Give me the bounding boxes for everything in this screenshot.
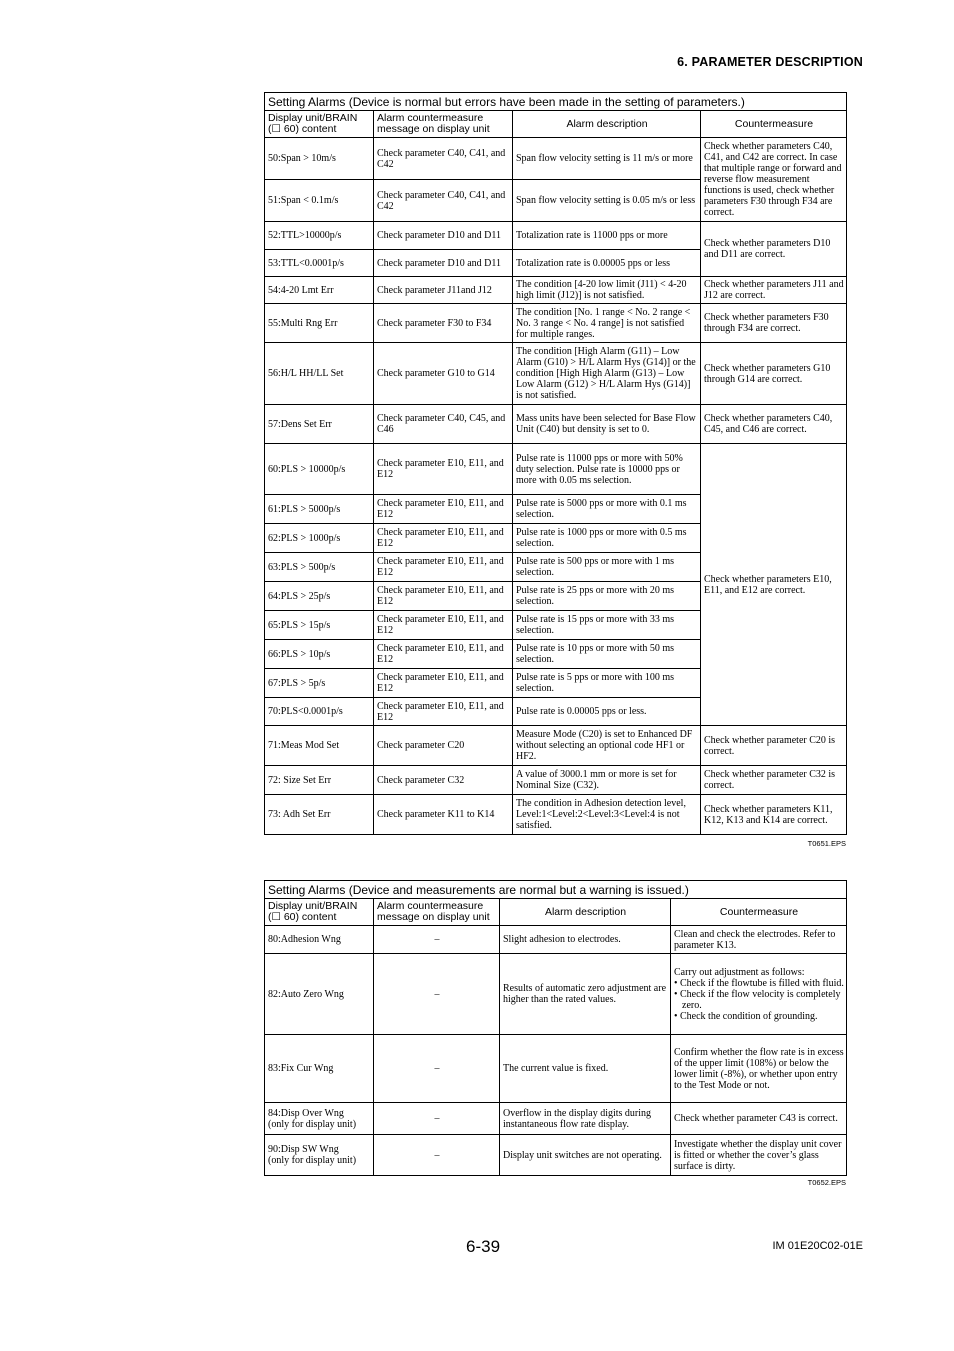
alarm-message: Check parameter D10 and D11 xyxy=(374,250,513,277)
alarm-message: Check parameter E10, E11, and E12 xyxy=(374,611,513,640)
table-row xyxy=(265,726,847,766)
display-content: 65:PLS > 15p/s xyxy=(265,611,374,640)
alarm-description: The condition [No. 1 range < No. 2 range < No. 3 range < No. 4 range] is not satisfied for multiple ranges. xyxy=(513,304,701,343)
table-row xyxy=(265,304,847,343)
display-content: 72: Size Set Err xyxy=(265,766,374,795)
column-header: Display unit/BRAIN (☐ 60) content xyxy=(265,899,374,926)
display-content: 51:Span < 0.1m/s xyxy=(265,180,374,222)
countermeasure-intro: Carry out adjustment as follows: xyxy=(674,966,805,978)
display-content: 50:Span > 10m/s xyxy=(265,138,374,180)
display-content: 62:PLS > 1000p/s xyxy=(265,524,374,553)
column-header: Display unit/BRAIN (☐ 60) content xyxy=(265,111,374,138)
table-title: Setting Alarms (Device is normal but errors have been made in the setting of parameters.) xyxy=(265,93,847,111)
alarm-message: Check parameter G10 to G14 xyxy=(374,343,513,405)
table-row xyxy=(265,766,847,795)
alarm-description: Pulse rate is 0.00005 pps or less. xyxy=(513,698,701,726)
display-content: 60:PLS > 10000p/s xyxy=(265,444,374,495)
alarm-message: Check parameter E10, E11, and E12 xyxy=(374,640,513,669)
alarm-description: Totalization rate is 11000 pps or more xyxy=(513,222,701,250)
countermeasure-bullet: • Check if the flow velocity is completely zero. xyxy=(674,988,841,1011)
display-content-note: (only for display unit) xyxy=(268,1155,357,1166)
alarm-description: A value of 3000.1 mm or more is set for Nominal Size (C32). xyxy=(513,766,701,795)
alarm-description: Results of automatic zero adjustment are higher than the rated values. xyxy=(500,954,671,1035)
countermeasure: Check whether parameters F30 through F34 are correct. xyxy=(701,304,847,343)
table-title: Setting Alarms (Device and measurements are normal but a warning is issued.) xyxy=(265,881,847,899)
countermeasure xyxy=(671,954,847,1035)
alarm-message: Check parameter F30 to F34 xyxy=(374,304,513,343)
alarm-message: Check parameter E10, E11, and E12 xyxy=(374,553,513,582)
alarm-message: Check parameter E10, E11, and E12 xyxy=(374,444,513,495)
display-content: 70:PLS<0.0001p/s xyxy=(265,698,374,726)
alarm-description: Span flow velocity setting is 11 m/s or more xyxy=(513,138,701,180)
figure-code: T0651.EPS xyxy=(807,839,846,848)
countermeasure: Check whether parameters J11 and J12 are correct. xyxy=(701,277,847,304)
countermeasure: Check whether parameters K11, K12, K13 and K14 are correct. xyxy=(701,795,847,835)
page-number: 6-39 xyxy=(466,1237,501,1256)
setting-alarms-table-1 xyxy=(264,92,847,835)
section-header: 6. PARAMETER DESCRIPTION xyxy=(677,55,863,69)
alarm-message: Check parameter C40, C41, and C42 xyxy=(374,138,513,180)
alarm-description: Pulse rate is 500 pps or more with 1 ms selection. xyxy=(513,553,701,582)
alarm-message: Check parameter D10 and D11 xyxy=(374,222,513,250)
alarm-message: Check parameter C32 xyxy=(374,766,513,795)
setting-alarms-table-2 xyxy=(264,880,847,1176)
display-content-note: (only for display unit) xyxy=(268,1118,357,1130)
table-row xyxy=(265,1135,847,1176)
display-content: 61:PLS > 5000p/s xyxy=(265,495,374,524)
alarm-description: Display unit switches are not operating. xyxy=(500,1135,671,1176)
alarm-message: Check parameter E10, E11, and E12 xyxy=(374,669,513,698)
column-header: Alarm description xyxy=(500,899,671,926)
alarm-message: – xyxy=(374,1035,500,1103)
table-row xyxy=(265,444,847,495)
display-content: 64:PLS > 25p/s xyxy=(265,582,374,611)
column-header: Countermeasure xyxy=(701,111,847,138)
document-id: IM 01E20C02-01E xyxy=(772,1240,863,1252)
display-content: 54:4-20 Lmt Err xyxy=(265,277,374,304)
table-row xyxy=(265,343,847,405)
column-header: Alarm countermeasure message on display unit xyxy=(374,111,513,138)
countermeasure: Check whether parameters E10, E11, and E12 are correct. xyxy=(701,444,847,726)
countermeasure: Check whether parameters C40, C45, and C46 are correct. xyxy=(701,405,847,444)
alarm-message: Check parameter E10, E11, and E12 xyxy=(374,495,513,524)
countermeasure: Check whether parameters G10 through G14 are correct. xyxy=(701,343,847,405)
alarm-description: The current value is fixed. xyxy=(500,1035,671,1103)
alarm-description: Pulse rate is 15 pps or more with 33 ms selection. xyxy=(513,611,701,640)
display-content: 73: Adh Set Err xyxy=(265,795,374,835)
alarm-description: Pulse rate is 25 pps or more with 20 ms selection. xyxy=(513,582,701,611)
alarm-description: Totalization rate is 0.00005 pps or less xyxy=(513,250,701,277)
alarm-message: – xyxy=(374,1103,500,1135)
alarm-message: Check parameter C40, C41, and C42 xyxy=(374,180,513,222)
alarm-message: Check parameter E10, E11, and E12 xyxy=(374,524,513,553)
alarm-message: Check parameter E10, E11, and E12 xyxy=(374,582,513,611)
countermeasure-bullet: • Check the condition of grounding. xyxy=(674,1010,818,1022)
figure-code: T0652.EPS xyxy=(807,1178,846,1187)
countermeasure: Check whether parameters C40, C41, and C42 are correct. In case that multiple range or forward and reverse flow measurement functions is used, check whether parameters F30 through F34 are correct. xyxy=(701,138,847,222)
display-content xyxy=(265,1103,374,1135)
display-content: 83:Fix Cur Wng xyxy=(265,1035,374,1103)
alarm-message: Check parameter C40, C45, and C46 xyxy=(374,405,513,444)
alarm-description: Pulse rate is 5000 pps or more with 0.1 ms selection. xyxy=(513,495,701,524)
alarm-description: Span flow velocity setting is 0.05 m/s or less xyxy=(513,180,701,222)
table-row xyxy=(265,405,847,444)
alarm-message: Check parameter K11 to K14 xyxy=(374,795,513,835)
table-row xyxy=(265,954,847,1035)
column-header: Alarm description xyxy=(513,111,701,138)
alarm-description: Pulse rate is 5 pps or more with 100 ms selection. xyxy=(513,669,701,698)
countermeasure: Check whether parameter C20 is correct. xyxy=(701,726,847,766)
display-content-line: 84:Disp Over Wng xyxy=(268,1107,344,1119)
display-content: 71:Meas Mod Set xyxy=(265,726,374,766)
alarm-description: Measure Mode (C20) is set to Enhanced DF without selecting an optional code HF1 or HF2. xyxy=(513,726,701,766)
display-content: 67:PLS > 5p/s xyxy=(265,669,374,698)
countermeasure-bullet: • Check if the flowtube is filled with fluid. xyxy=(674,977,844,989)
alarm-description: The condition in Adhesion detection level, Level:1<Level:2<Level:3<Level:4 is not satisfied. xyxy=(513,795,701,835)
alarm-message: Check parameter C20 xyxy=(374,726,513,766)
alarm-description: Slight adhesion to electrodes. xyxy=(500,926,671,954)
table-row xyxy=(265,277,847,304)
display-content: 66:PLS > 10p/s xyxy=(265,640,374,669)
alarm-message: Check parameter E10, E11, and E12 xyxy=(374,698,513,726)
alarm-description: The condition [4-20 low limit (J11) < 4-20 high limit (J12)] is not satisfied. xyxy=(513,277,701,304)
table-row xyxy=(265,926,847,954)
display-content-line: 90:Disp SW Wng xyxy=(268,1144,339,1155)
display-content: 82:Auto Zero Wng xyxy=(265,954,374,1035)
column-header: Alarm countermeasure message on display unit xyxy=(374,899,500,926)
countermeasure: Check whether parameters D10 and D11 are correct. xyxy=(701,222,847,277)
alarm-description: The condition [High Alarm (G11) – Low Alarm (G10) > H/L Alarm Hys (G14)] or the condition [High High Alarm (G13) – Low Low Alarm (G12) > H/L Alarm Hys (G14)] is not satisfied. xyxy=(513,343,701,405)
alarm-message: – xyxy=(374,926,500,954)
countermeasure: Investigate whether the display unit cover is fitted or whether the cover’s glass surface is dirty. xyxy=(671,1135,847,1176)
table-row xyxy=(265,1103,847,1135)
countermeasure: Confirm whether the flow rate is in excess of the upper limit (108%) or below the lower limit (-8%), or whether upon entry to the Test Mode or not. xyxy=(671,1035,847,1103)
countermeasure: Clean and check the electrodes. Refer to parameter K13. xyxy=(671,926,847,954)
display-content: 53:TTL<0.0001p/s xyxy=(265,250,374,277)
display-content xyxy=(265,1135,374,1176)
display-content: 55:Multi Rng Err xyxy=(265,304,374,343)
display-content: 52:TTL>10000p/s xyxy=(265,222,374,250)
countermeasure: Check whether parameter C32 is correct. xyxy=(701,766,847,795)
alarm-message: – xyxy=(374,1135,500,1176)
table-row xyxy=(265,222,847,250)
countermeasure: Check whether parameter C43 is correct. xyxy=(671,1103,847,1135)
alarm-description: Pulse rate is 11000 pps or more with 50% duty selection. Pulse rate is 10000 pps or more with 0.05 ms selection. xyxy=(513,444,701,495)
alarm-message: – xyxy=(374,954,500,1035)
display-content: 63:PLS > 500p/s xyxy=(265,553,374,582)
alarm-description: Overflow in the display digits during instantaneous flow rate display. xyxy=(500,1103,671,1135)
alarm-message: Check parameter J11and J12 xyxy=(374,277,513,304)
column-header: Countermeasure xyxy=(671,899,847,926)
display-content: 80:Adhesion Wng xyxy=(265,926,374,954)
alarm-description: Pulse rate is 1000 pps or more with 0.5 ms selection. xyxy=(513,524,701,553)
display-content: 57:Dens Set Err xyxy=(265,405,374,444)
display-content: 56:H/L HH/LL Set xyxy=(265,343,374,405)
table-row xyxy=(265,138,847,180)
table-row xyxy=(265,795,847,835)
alarm-description: Pulse rate is 10 pps or more with 50 ms selection. xyxy=(513,640,701,669)
table-row xyxy=(265,1035,847,1103)
alarm-description: Mass units have been selected for Base Flow Unit (C40) but density is set to 0. xyxy=(513,405,701,444)
